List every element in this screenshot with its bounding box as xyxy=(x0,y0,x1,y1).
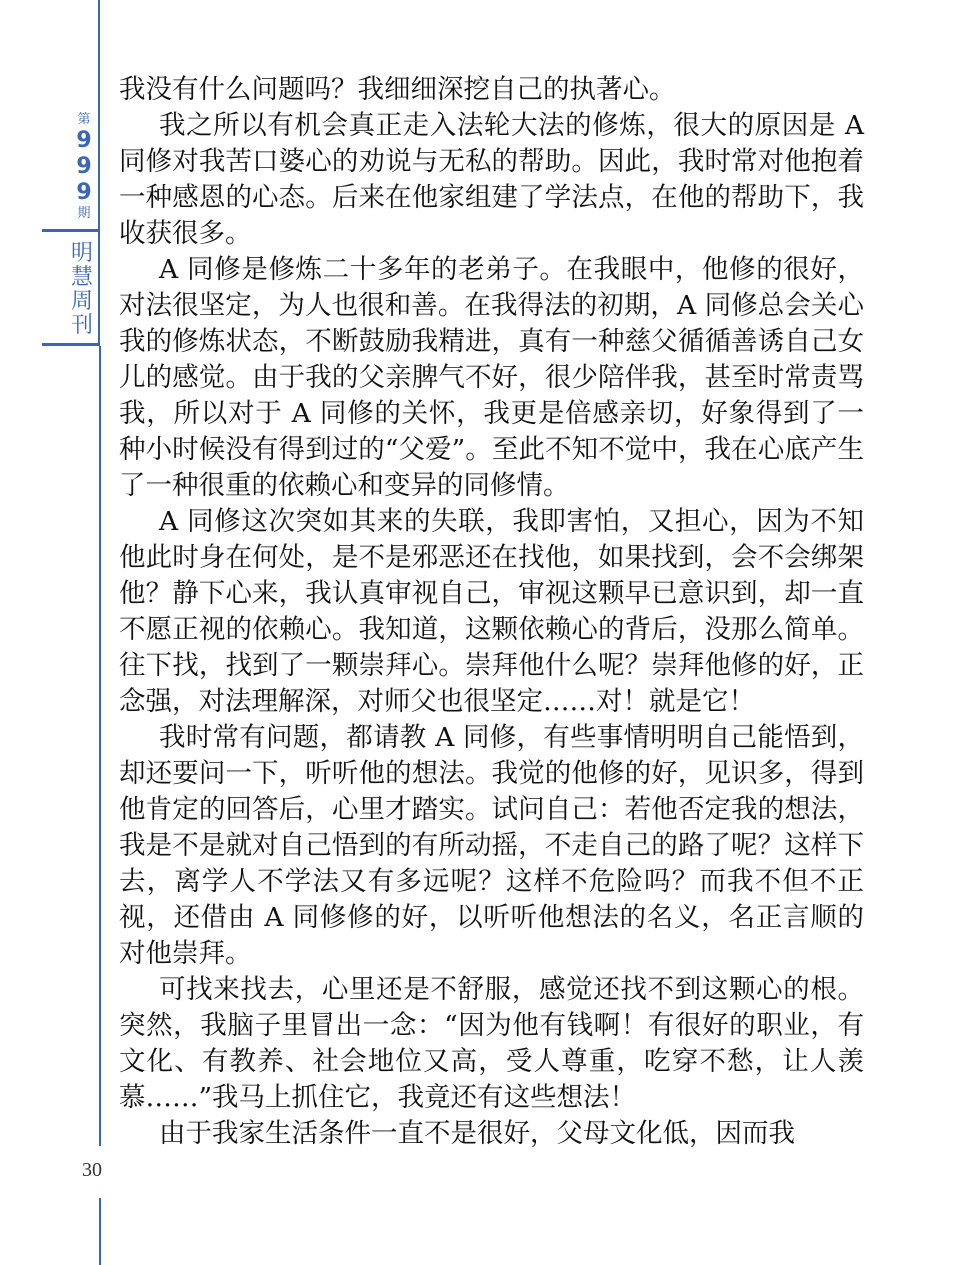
brand-char: 周 xyxy=(70,289,93,314)
brand-char: 刊 xyxy=(70,313,93,338)
article-body xyxy=(119,72,864,1152)
paragraph: 我没有什么问题吗？我细细深挖自己的执著心。 xyxy=(119,74,676,105)
brand-char: 慧 xyxy=(70,265,93,290)
paragraph: A 同修是修炼二十多年的老弟子。在我眼中，他修的很好，对法很坚定，为人也很和善。在我得法的初期，A 同修总会关心我的修炼状态，不断鼓励我精进，真有一种慈父循循善诱自己女儿的感觉。由于我的父亲脾气不好，很少陪伴我，甚至时常责骂我，所以对于 A 同修的关怀，我更是倍感亲切，好象得到了一种小时候没有得到过的“父爱”。至此不知不觉中，我在心底产生了一种很重的依赖心和变异的同修情。 xyxy=(119,254,864,501)
paragraph: 由于我家生活条件一直不是很好，父母文化低，因而我 xyxy=(159,1118,795,1149)
issue-prefix: 第 xyxy=(77,112,91,127)
issue-suffix: 期 xyxy=(77,206,91,221)
paragraph: A 同修这次突如其来的失联，我即害怕，又担心，因为不知他此时身在何处，是不是邪恶还在找他，如果找到，会不会绑架他？静下心来，我认真审视自己，审视这颗早已意识到，却一直不愿正视的依赖心。我知道，这颗依赖心的背后，没那么简单。往下找，找到了一颗崇拜心。崇拜他什么呢？崇拜他修的好，正念强，对法理解深，对师父也很坚定……对！就是它！ xyxy=(119,506,864,717)
margin-rule xyxy=(99,346,101,1146)
issue-digit: 9 xyxy=(76,180,92,205)
paragraph: 我之所以有机会真正走入法轮大法的修炼，很大的原因是 A 同修对我苦口婆心的劝说与无私的帮助。因此，我时常对他抱着一种感恩的心态。后来在他家组建了学法点，在他的帮助下，我收获很多。 xyxy=(119,110,864,249)
issue-digit: 9 xyxy=(76,128,92,153)
paragraph: 可找来找去，心里还是不舒服，感觉还找不到这颗心的根。突然，我脑子里冒出一念：“因为他有钱啊！有很好的职业，有文化、有教养、社会地位又高，受人尊重，吃穿不愁，让人羡慕……”我马上抓住它，我竟还有这些想法！ xyxy=(119,974,864,1113)
brand-char: 明 xyxy=(70,241,93,266)
paragraph: 我时常有问题，都请教 A 同修，有些事情明明自己能悟到，却还要问一下，听听他的想法。我觉的他修的好，见识多，得到他肯定的回答后，心里才踏实。试问自己：若他否定我的想法，我是不是就对自己悟到的有所动摇，不走自己的路了呢？这样下去，离学人不学法又有多远呢？这样不危险吗？而我不但不正视，还借由 A 同修修的好，以听听他想法的名义，名正言顺的对他崇拜。 xyxy=(119,722,864,969)
publication-title xyxy=(67,242,97,338)
margin-rule-lower xyxy=(99,1198,101,1265)
page-number: 30 xyxy=(82,1159,102,1181)
issue-digit: 9 xyxy=(76,154,92,179)
issue-number xyxy=(66,112,102,222)
